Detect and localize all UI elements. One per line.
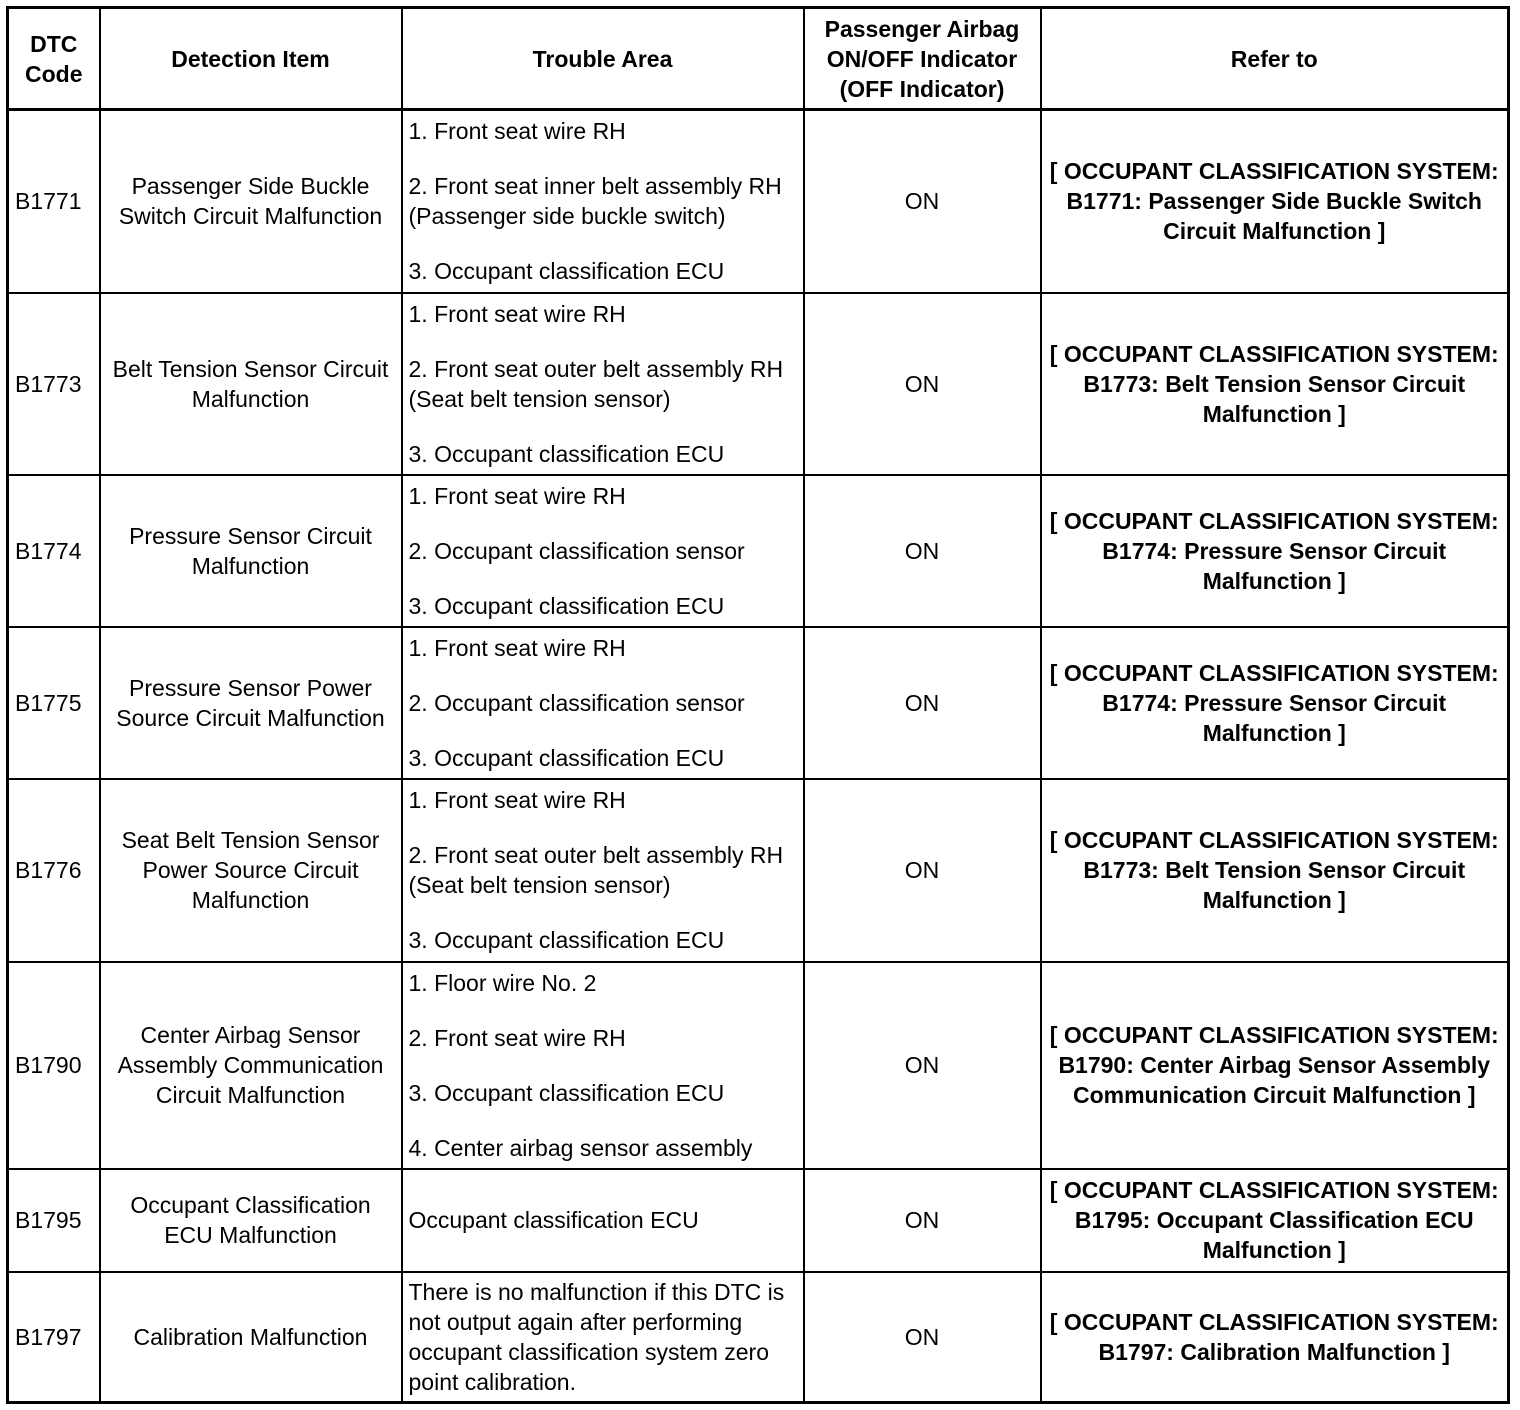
- trouble-area-item: 3. Occupant classification ECU: [408, 440, 725, 467]
- trouble-area-item: 3. Occupant classification ECU: [408, 592, 725, 619]
- trouble-area-item: 3. Occupant classification ECU: [408, 258, 725, 285]
- header-trouble-area: Trouble Area: [402, 8, 804, 110]
- refer-to-link[interactable]: [ OCCUPANT CLASSIFICATION SYSTEM: B1795: Occupant Classification ECU Malfunction ]: [1041, 1169, 1509, 1272]
- indicator-status: ON: [804, 293, 1041, 475]
- trouble-area: [402, 475, 804, 627]
- trouble-area-item: 3. Occupant classification ECU: [408, 1079, 725, 1106]
- trouble-area-item: 2. Front seat outer belt assembly RH (Seat belt tension sensor): [408, 842, 784, 898]
- indicator-status: ON: [804, 1272, 1041, 1403]
- header-indicator: Passenger Airbag ON/OFF Indicator (OFF Indicator): [804, 8, 1041, 110]
- dtc-code: B1771: [8, 110, 100, 293]
- trouble-area-item: 1. Front seat wire RH: [408, 634, 626, 661]
- indicator-status: ON: [804, 962, 1041, 1169]
- detection-item: Occupant Classification ECU Malfunction: [100, 1169, 402, 1272]
- refer-to-link[interactable]: [ OCCUPANT CLASSIFICATION SYSTEM: B1774: Pressure Sensor Circuit Malfunction ]: [1041, 627, 1509, 779]
- trouble-area-item: There is no malfunction if this DTC is not output again after performing occupant classification system zero point calibration.: [408, 1278, 785, 1395]
- trouble-area-item: 1. Front seat wire RH: [408, 300, 626, 327]
- table-row: [8, 475, 1509, 627]
- trouble-area: [402, 110, 804, 293]
- detection-item: Passenger Side Buckle Switch Circuit Malfunction: [100, 110, 402, 293]
- trouble-area: [402, 1272, 804, 1403]
- dtc-code: B1775: [8, 627, 100, 779]
- trouble-area-item: 2. Occupant classification sensor: [408, 689, 745, 716]
- refer-to-link[interactable]: [ OCCUPANT CLASSIFICATION SYSTEM: B1774: Pressure Sensor Circuit Malfunction ]: [1041, 475, 1509, 627]
- detection-item: Center Airbag Sensor Assembly Communication Circuit Malfunction: [100, 962, 402, 1169]
- trouble-area: [402, 1169, 804, 1272]
- trouble-area-item: 3. Occupant classification ECU: [408, 744, 725, 771]
- table-row: [8, 627, 1509, 779]
- trouble-area: [402, 293, 804, 475]
- header-dtc-code: DTC Code: [8, 8, 100, 110]
- table-row: [8, 110, 1509, 293]
- detection-item: Seat Belt Tension Sensor Power Source Circuit Malfunction: [100, 779, 402, 962]
- trouble-area-item: 1. Front seat wire RH: [408, 482, 626, 509]
- table-row: [8, 293, 1509, 475]
- detection-item: Calibration Malfunction: [100, 1272, 402, 1403]
- dtc-code: B1797: [8, 1272, 100, 1403]
- header-row: [8, 8, 1509, 110]
- trouble-area-item: Occupant classification ECU: [408, 1207, 699, 1233]
- trouble-area: [402, 627, 804, 779]
- indicator-status: ON: [804, 110, 1041, 293]
- trouble-area: [402, 962, 804, 1169]
- detection-item: Pressure Sensor Circuit Malfunction: [100, 475, 402, 627]
- dtc-table: [6, 6, 1510, 1404]
- table-row: [8, 962, 1509, 1169]
- trouble-area-item: 1. Front seat wire RH: [408, 787, 626, 813]
- refer-to-link[interactable]: [ OCCUPANT CLASSIFICATION SYSTEM: B1771: Passenger Side Buckle Switch Circuit Malfunction ]: [1041, 110, 1509, 293]
- trouble-area-item: 4. Center airbag sensor assembly: [408, 1134, 753, 1161]
- table-row: [8, 1272, 1509, 1403]
- indicator-status: ON: [804, 475, 1041, 627]
- header-refer-to: Refer to: [1041, 8, 1509, 110]
- trouble-area-item: 2. Front seat wire RH: [408, 1024, 626, 1051]
- refer-to-link[interactable]: [ OCCUPANT CLASSIFICATION SYSTEM: B1790: Center Airbag Sensor Assembly Communication Circuit Malfunction ]: [1041, 962, 1509, 1169]
- trouble-area-item: 1. Front seat wire RH: [408, 118, 626, 145]
- trouble-area-item: 2. Front seat inner belt assembly RH (Passenger side buckle switch): [408, 173, 782, 230]
- indicator-status: ON: [804, 779, 1041, 962]
- trouble-area-item: 3. Occupant classification ECU: [408, 927, 725, 953]
- refer-to-link[interactable]: [ OCCUPANT CLASSIFICATION SYSTEM: B1773: Belt Tension Sensor Circuit Malfunction ]: [1041, 293, 1509, 475]
- header-detection-item: Detection Item: [100, 8, 402, 110]
- dtc-code: B1795: [8, 1169, 100, 1272]
- table-row: [8, 1169, 1509, 1272]
- trouble-area-item: 2. Occupant classification sensor: [408, 537, 745, 564]
- dtc-code: B1773: [8, 293, 100, 475]
- refer-to-link[interactable]: [ OCCUPANT CLASSIFICATION SYSTEM: B1773: Belt Tension Sensor Circuit Malfunction ]: [1041, 779, 1509, 962]
- dtc-code: B1790: [8, 962, 100, 1169]
- indicator-status: ON: [804, 627, 1041, 779]
- dtc-code: B1776: [8, 779, 100, 962]
- detection-item: Belt Tension Sensor Circuit Malfunction: [100, 293, 402, 475]
- indicator-status: ON: [804, 1169, 1041, 1272]
- table-row: [8, 779, 1509, 962]
- trouble-area: [402, 779, 804, 962]
- trouble-area-item: 1. Floor wire No. 2: [408, 969, 597, 996]
- detection-item: Pressure Sensor Power Source Circuit Malfunction: [100, 627, 402, 779]
- refer-to-link[interactable]: [ OCCUPANT CLASSIFICATION SYSTEM: B1797: Calibration Malfunction ]: [1041, 1272, 1509, 1403]
- dtc-code: B1774: [8, 475, 100, 627]
- trouble-area-item: 2. Front seat outer belt assembly RH (Seat belt tension sensor): [408, 355, 784, 412]
